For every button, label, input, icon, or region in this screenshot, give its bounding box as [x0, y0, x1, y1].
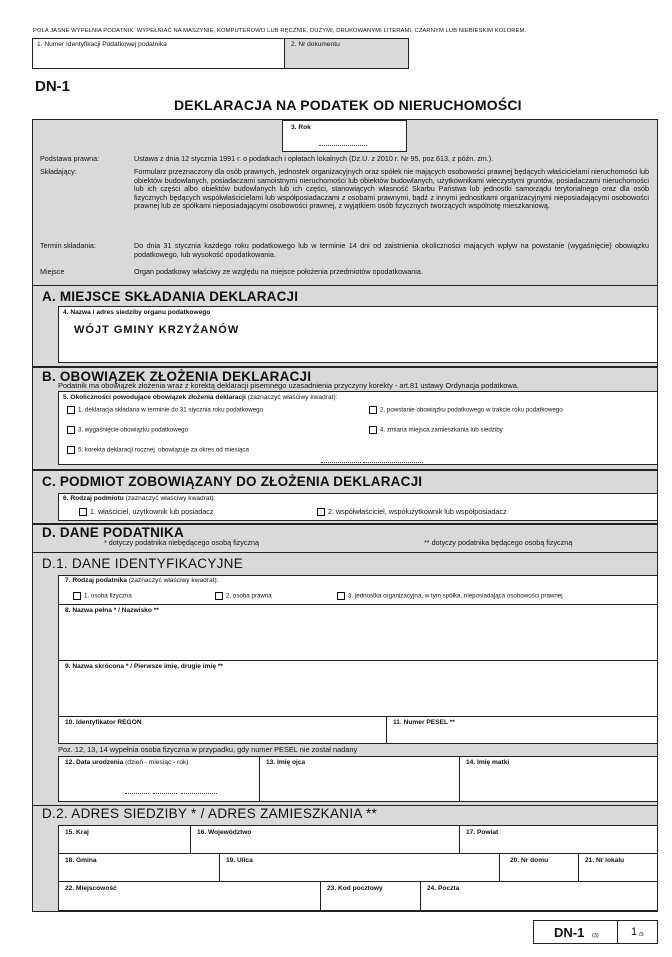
option-label: 2. osoba prawna: [226, 592, 272, 600]
circumstances-field: [58, 391, 658, 465]
flat-number-label: 21. Nr lokalu: [585, 857, 625, 864]
birth-date-field[interactable]: [58, 756, 260, 802]
circumstances-hint: (zaznaczyć właściwy kwadrat):: [247, 394, 338, 401]
street-field[interactable]: [219, 853, 500, 882]
option-owner[interactable]: [79, 508, 213, 517]
divider: [32, 285, 658, 286]
month-dotted-line[interactable]: [321, 462, 361, 463]
birth-date-label: 12. Data urodzenia: [65, 759, 124, 766]
divider: [32, 469, 658, 471]
section-d1-title: D.1. DANE IDENTYFIKACYJNE: [42, 556, 244, 571]
tax-office-label: 4. Nazwa i adres siedziby organu podatkowego: [63, 309, 211, 316]
birth-date-hint: (dzień - miesiąc - rok): [125, 759, 189, 766]
mother-name-field[interactable]: [459, 756, 658, 802]
tax-office-field[interactable]: [58, 306, 658, 363]
section-a-title: A. MIEJSCE SKŁADANIA DEKLARACJI: [42, 289, 299, 304]
section-d-title: D. DANE PODATNIKA: [42, 525, 184, 540]
birth-date-label-wrap: [65, 759, 189, 766]
country-field[interactable]: [58, 825, 191, 854]
option-sublabel: obowiązuje za okres od miesiąca: [158, 446, 249, 454]
option-label: 3. wygaśnięcie obowiązku podatkowego: [78, 426, 189, 434]
entity-type-hint: (zaznaczyć właściwy kwadrat):: [125, 495, 216, 502]
doc-number-label: 2. Nr dokumentu: [291, 41, 340, 48]
deadline-label: Termin składania:: [40, 241, 96, 250]
taxpayer-type-label-wrap: [65, 577, 219, 584]
nip-field[interactable]: [32, 38, 285, 69]
year-dotted-line: [319, 145, 367, 146]
voivodeship-label: 16. Województwo: [197, 829, 252, 836]
checkbox-icon[interactable]: [369, 406, 377, 414]
legal-basis-label: Podstawa prawna:: [40, 154, 100, 163]
pesel-field[interactable]: [386, 716, 658, 744]
option-organizational-unit[interactable]: [337, 592, 563, 600]
option-label: 2. współwłaściciel, współużytkownik lub współposiadacz: [328, 507, 507, 516]
option-obligation-arise[interactable]: [369, 406, 563, 414]
option-label: 1. właściciel, użytkownik lub posiadacz: [90, 507, 214, 516]
entity-type-label: 6. Rodzaj podmiotu: [63, 495, 124, 502]
house-number-label: 20. Nr domu: [510, 857, 549, 864]
year-dotted-line[interactable]: [363, 462, 423, 463]
place-label: Miejsce: [40, 267, 65, 276]
form-title: DEKLARACJA NA PODATEK OD NIERUCHOMOŚCI: [174, 97, 522, 113]
taxpayer-type-field: [58, 575, 658, 605]
postal-code-label: 23. Kod pocztowy: [327, 885, 383, 892]
option-correction[interactable]: [67, 446, 249, 454]
option-legal-person[interactable]: [215, 592, 272, 600]
fill-instruction: POLA JASNE WYPEŁNIA PODATNIK. WYPEŁNIAĆ NA MASZYNIE, KOMPUTEROWO LUB RĘCZNIE, DUŻYMI, DRUKOWANYMI LITERAMI, CZARNYM LUB NIEBIESKIM KOLOREM.: [33, 28, 527, 34]
place-text: Organ podatkowy właściwy ze względu na miejsce położenia przedmiotów opodatkowania.: [134, 267, 423, 276]
month-dotted-line[interactable]: [153, 793, 177, 794]
form-code: DN-1: [35, 78, 71, 95]
pesel-label: 11. Numer PESEL **: [393, 719, 455, 726]
section-b-note: Podatnik ma obowiązek złożenia wraz z korektą deklaracji pisemnego uzasadnienia przyczyny korekty - art.81 ustawy Ordynacja podatkowa.: [58, 381, 519, 390]
option-address-change[interactable]: [369, 426, 503, 434]
option-label: 2. powstanie obowiązku podatkowego w trakcie roku podatkowego: [380, 406, 563, 414]
regon-label: 10. Identyfikator REGON: [65, 719, 142, 726]
section-d-note-legal: * dotyczy podatnika niebędącego osobą fizyczną: [104, 538, 260, 547]
option-co-owner[interactable]: [317, 508, 507, 517]
flat-number-field[interactable]: [578, 853, 658, 882]
postal-code-field[interactable]: [320, 881, 421, 911]
deadline-text: Do dnia 31 stycznia każdego roku podatkowego lub w terminie 14 dni od zaistnienia okoliczności mających wpływ na powstanie (wygaśnięcie) obowiązku podatkowego, lub wysokość opodatkowania.: [134, 241, 649, 259]
commune-label: 18. Gmina: [65, 857, 97, 864]
district-field[interactable]: [459, 825, 658, 854]
voivodeship-field[interactable]: [190, 825, 460, 854]
district-label: 17. Powiat: [466, 829, 499, 836]
short-name-field[interactable]: [58, 660, 658, 717]
father-name-label: 13. Imię ojca: [266, 759, 306, 766]
full-name-label: 8. Nazwa pełna * / Nazwisko **: [65, 607, 159, 614]
option-natural-person[interactable]: [73, 592, 132, 600]
locality-field[interactable]: [58, 881, 321, 911]
post-office-label: 24. Poczta: [427, 885, 460, 892]
house-number-field[interactable]: [499, 853, 579, 882]
entity-type-label-wrap: [63, 495, 215, 502]
nip-label: 1. Numer Identyfikacji Podatkowej podatnika: [37, 41, 167, 48]
entity-type-field: [58, 493, 658, 521]
circumstances-label-wrap: [63, 394, 337, 401]
footer-page: [617, 920, 658, 944]
footer-form-code: [533, 920, 618, 944]
legal-basis-text: Ustawa z dnia 12 stycznia 1991 r. o podatkach i opłatach lokalnych (Dz.U. z 2010 r. Nr 95, poz.613, z późn. zm.).: [134, 154, 494, 163]
father-name-field[interactable]: [259, 756, 460, 802]
section-d2-title: D.2. ADRES SIEDZIBY * / ADRES ZAMIESZKANIA **: [42, 806, 378, 821]
country-label: 15. Kraj: [65, 829, 89, 836]
divider: [32, 552, 658, 553]
page-number: 1: [631, 926, 638, 938]
full-name-field[interactable]: [58, 604, 658, 661]
section-d-note-natural: ** dotyczy podatnika będącego osobą fizyczną: [424, 538, 573, 547]
post-office-field[interactable]: [420, 881, 658, 911]
footer-code: DN-1: [554, 925, 585, 940]
page-total: /3: [639, 932, 644, 938]
section-b-title: B. OBOWIĄZEK ZŁOŻENIA DEKLARACJI: [42, 369, 312, 384]
pesel-note: Poz. 12, 13, 14 wypełnia osoba fizyczna w przypadku, gdy numer PESEL nie został nadany: [58, 745, 358, 754]
circumstances-label: 5. Okoliczności powodujące obowiązek złożenia deklaracji: [63, 394, 246, 401]
checkbox-icon[interactable]: [369, 426, 377, 434]
doc-number-field: [284, 38, 409, 69]
option-label: 1. osoba fizyczna: [84, 592, 132, 600]
option-label: 1. deklaracja składana w terminie do 31 stycznia roku podatkowego: [78, 406, 264, 414]
checkbox-icon[interactable]: [317, 508, 325, 516]
checkbox-icon[interactable]: [215, 592, 223, 600]
option-label: 3. jednostka organizacyjna, w tym spółka, nieposiadająca osobowości prawnej: [348, 592, 563, 600]
section-c-title: C. PODMIOT ZOBOWIĄZANY DO ZŁOŻENIA DEKLARACJI: [42, 474, 423, 489]
tax-office-value: WÓJT GMINY KRZYŻANÓW: [74, 324, 240, 336]
footer-version: (3): [592, 933, 599, 939]
short-name-label: 9. Nazwa skrócona * / Pierwsze imię, drugie imię **: [65, 663, 223, 670]
year-dotted-line[interactable]: [181, 793, 217, 794]
option-label: 5. korekta deklaracji rocznej: [78, 446, 155, 454]
divider: [32, 366, 658, 368]
mother-name-label: 14. Imię matki: [466, 759, 510, 766]
option-label: 4. zmiana miejsca zamieszkania lub siedziby: [380, 426, 503, 434]
year-label: 3. Rok: [291, 124, 311, 131]
checkbox-icon[interactable]: [73, 592, 81, 600]
option-obligation-expiry[interactable]: [67, 426, 188, 434]
taxpayer-type-hint: (zaznaczyć właściwy kwadrat):: [128, 577, 219, 584]
street-label: 19. Ulica: [226, 857, 253, 864]
day-dotted-line[interactable]: [125, 793, 149, 794]
year-field[interactable]: [282, 120, 407, 152]
filers-label: Składający:: [40, 167, 77, 176]
checkbox-icon[interactable]: [67, 446, 75, 454]
checkbox-icon[interactable]: [67, 426, 75, 434]
locality-label: 22. Miejscowość: [65, 885, 117, 892]
filers-text: Formularz przeznaczony dla osób prawnych, jednostek organizacyjnych oraz spółek nie mających osobowości prawnej będących właścicielami nieruchomości lub obiektów budowlanych, posiadaczami samoistnymi nieruchomości lub obiektów budowlanych, użytkownikami wieczystymi gruntów, posiadaczami nieruchomości lub ich części albo obiektów budowlanych lub ich części, stanowiących własność Skarbu Państwa lub jednostki samorządu terytorialnego oraz dla osób fizycznych będących współwłaścicielami lub współposiadaczami z osobami prawnymi, bądź z innymi jednostkami organizacyjnymi nieposiadającymi osobowości prawnej lub ze spółkami nieposiadającymi osobowości prawnej, z wyjątkiem osób fizycznych tworzących wspólnotę mieszkaniową.: [134, 167, 649, 211]
checkbox-icon[interactable]: [337, 592, 345, 600]
checkbox-icon[interactable]: [79, 508, 87, 516]
taxpayer-type-label: 7. Rodzaj podatnika: [65, 577, 127, 584]
commune-field[interactable]: [58, 853, 220, 882]
checkbox-icon[interactable]: [67, 406, 75, 414]
option-annual-declaration[interactable]: [67, 406, 263, 414]
regon-field[interactable]: [58, 716, 387, 744]
